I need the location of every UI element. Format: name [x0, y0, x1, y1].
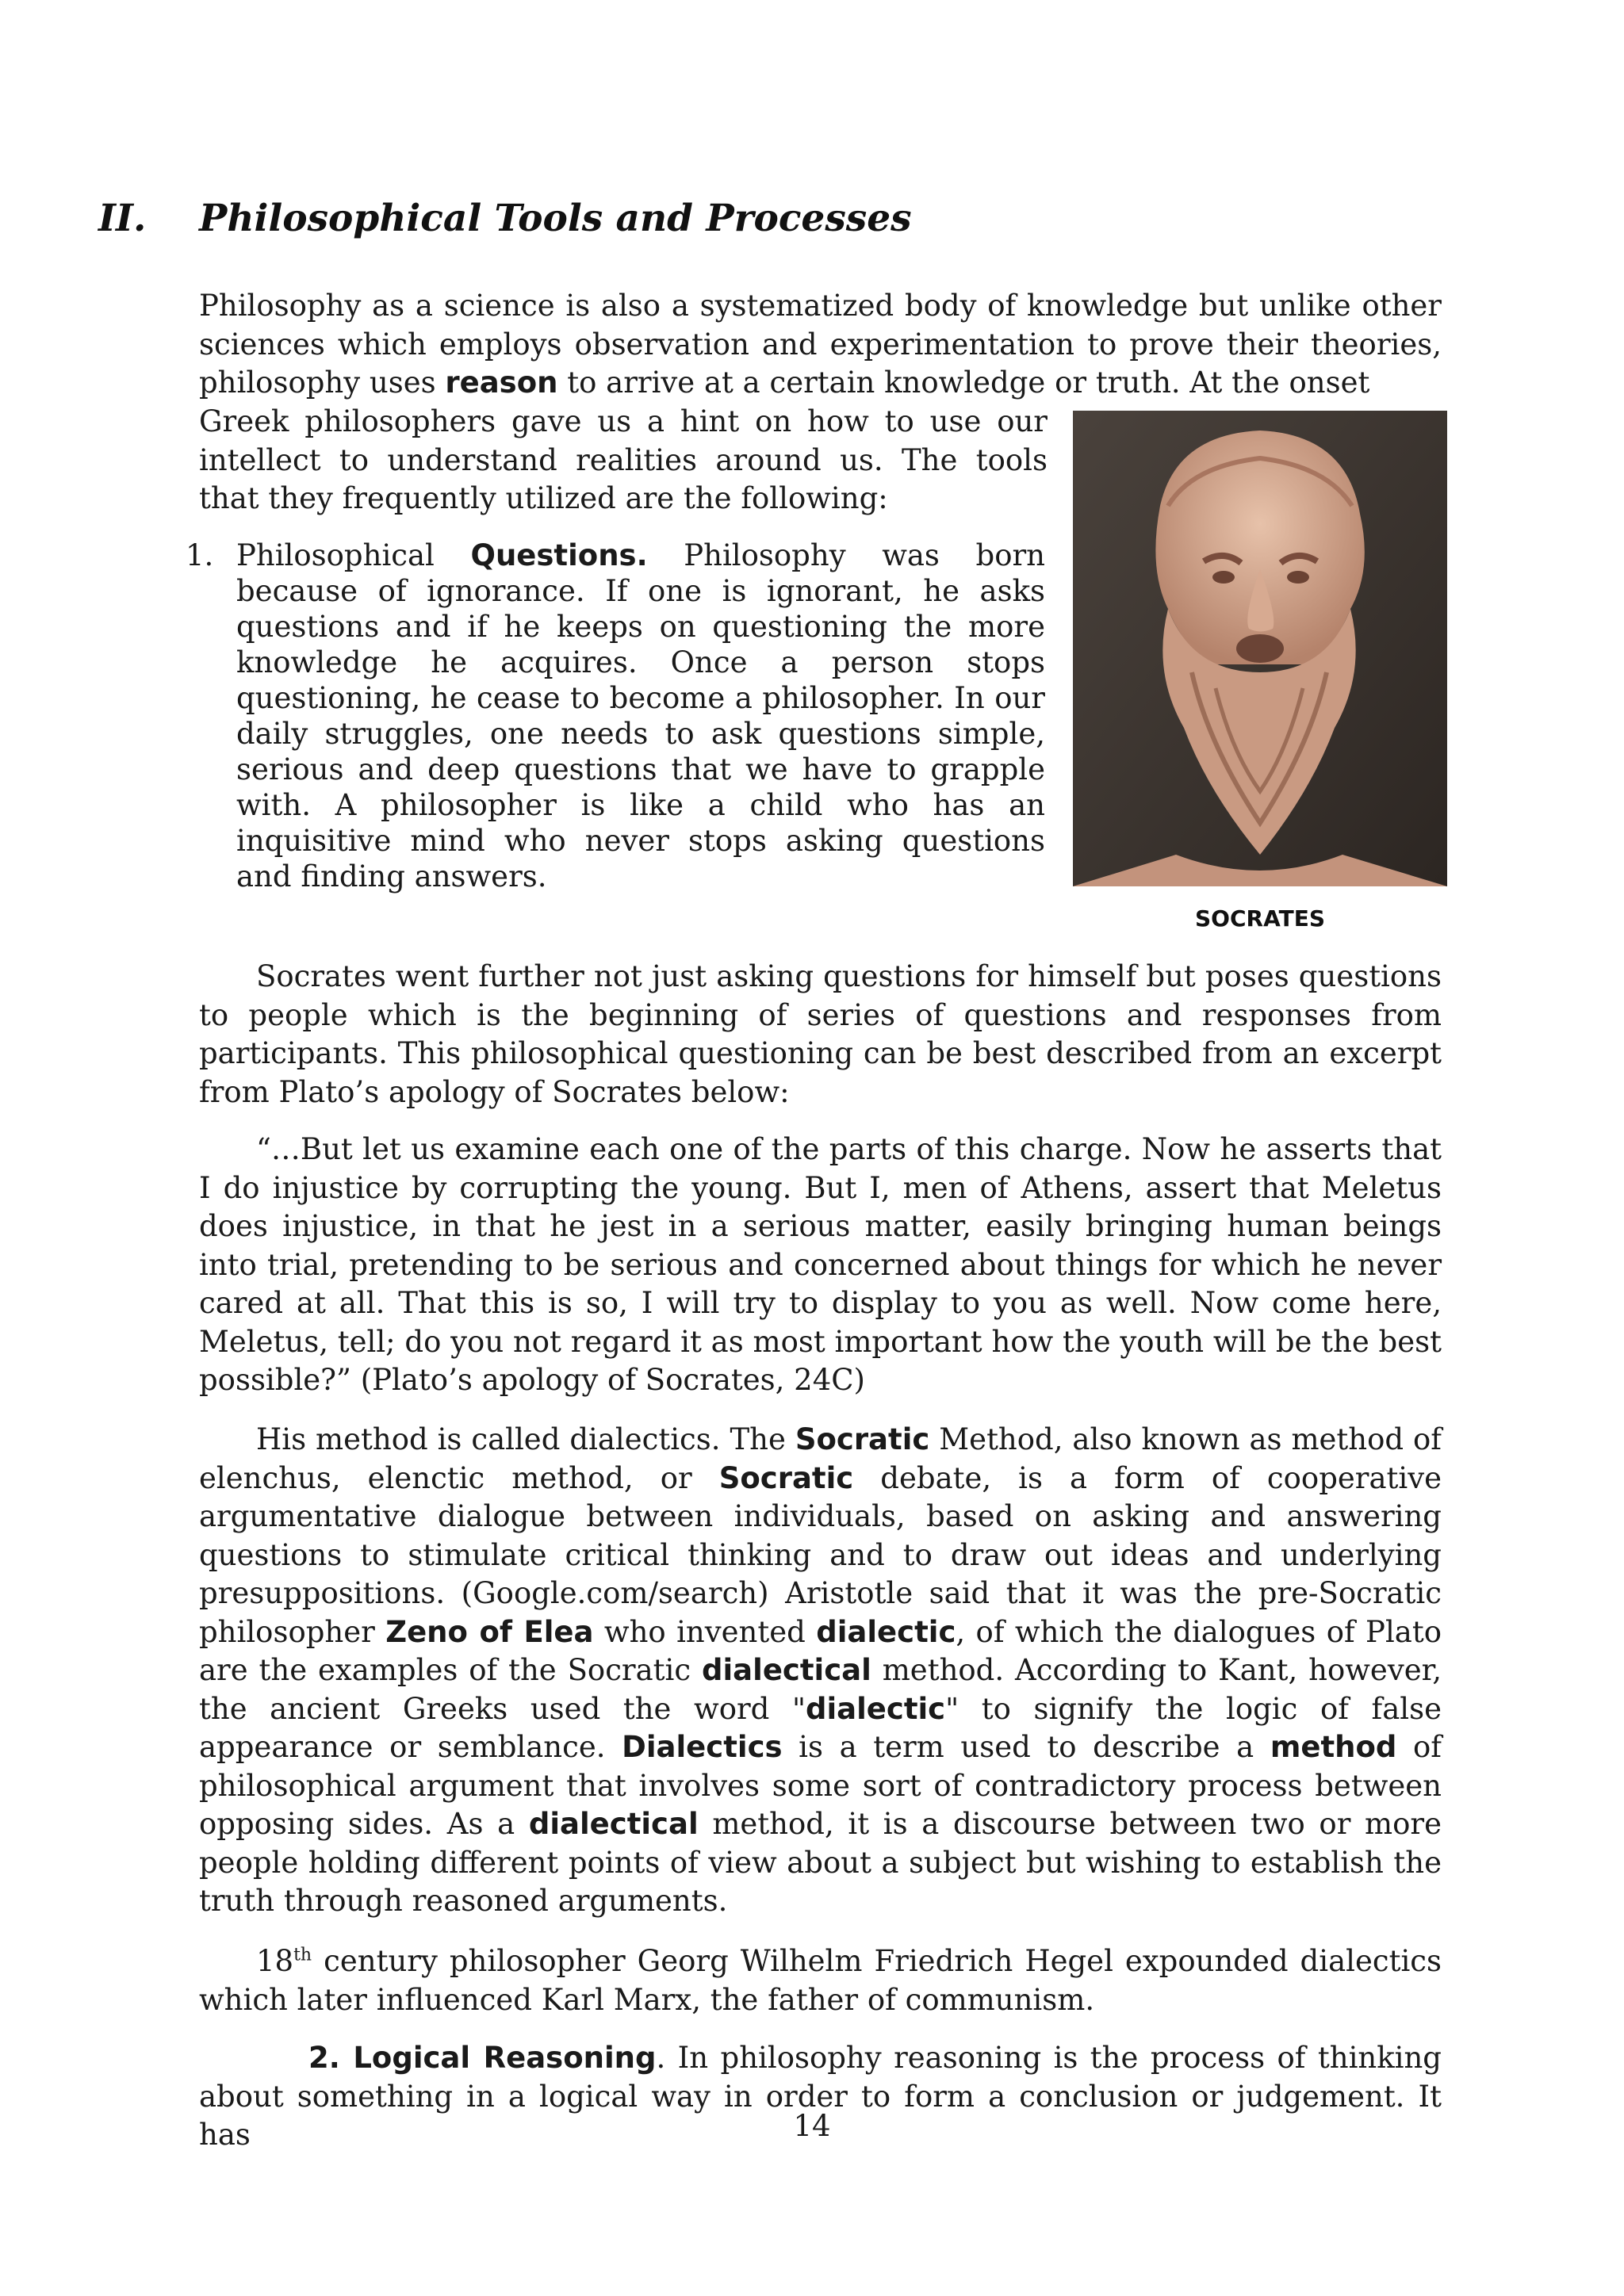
- dialectics-bold: Zeno of Elea: [385, 1614, 594, 1649]
- dialectics-text: Method, also known as method of elenchus, elenctic method, or: [199, 1422, 1442, 1495]
- intro-bold-reason: reason: [445, 365, 558, 400]
- intro-paragraph: [199, 287, 1442, 403]
- dialectics-bold: dialectic: [816, 1614, 956, 1649]
- intro-text-b: to arrive at a certain knowledge or truth. At the onset: [567, 365, 1370, 400]
- dialectics-bold: dialectic: [805, 1691, 946, 1726]
- figure-caption: SOCRATES: [1195, 905, 1325, 932]
- dialectics-text: His method is called dialectics. The: [256, 1422, 786, 1456]
- dialectics-bold: dialectical: [702, 1653, 871, 1687]
- dialectics-bold: Socratic: [795, 1422, 930, 1456]
- list-item-1: [186, 538, 1045, 894]
- socrates-paragraph: Socrates went further not just asking questions for himself but poses questions to people which is the beginning of series of questions and responses from participants. This philosophical questioning can be best described from an excerpt from Plato’s apology of Socrates below:: [199, 959, 1442, 1109]
- socrates-bust-photo: [1073, 411, 1447, 886]
- intro-text-c: Greek philosophers gave us a hint on how to use our intellect to understand realities around us. The tools that they frequently utilized are the following:: [199, 404, 1048, 515]
- hegel-ordinal: th: [293, 1945, 312, 1965]
- list-marker: 1.: [186, 538, 214, 572]
- dialectics-text: " to signify the logic of false appearance or semblance.: [199, 1691, 1442, 1764]
- hegel-text: century philosopher Georg Wilhelm Friedrich Hegel expounded dialectics which later influenced Karl Marx, the father of communism.: [199, 1944, 1442, 2017]
- item2-text: . In philosophy reasoning is the process of thinking about something in a logical way in order to form a conclusion or judgement. It has: [199, 2041, 1442, 2152]
- dialectics-bold: Socratic: [718, 1460, 854, 1495]
- dialectics-text: method. According to Kant, however, the ancient Greeks used the word ": [199, 1653, 1442, 1726]
- hegel-century: 18: [256, 1944, 294, 1978]
- page-number: 14: [793, 2109, 831, 2143]
- apology-quote: “…But let us examine each one of the parts of this charge. Now he asserts that I do injustice by corrupting the young. But I, men of Athens, assert that Meletus does injustice, in that he jest in a serious matter, easily bringing human beings into trial, pretending to be serious and concerned about things for which he never cared at all. That this is so, I will try to display to you as well. Now come here, Meletus, tell; do you not regard it as most important how the youth will be the best possible?” (Plato’s apology of Socrates, 24C): [199, 1132, 1442, 1397]
- list-item-body: [236, 538, 1045, 894]
- section-number: II.: [98, 197, 147, 240]
- dialectics-text: debate, is a form of cooperative argumentative dialogue between individuals, based on asking and answering questions to stimulate critical thinking and to draw out ideas and underlying presuppositions. (Google.com/search) Aristotle said that it was the pre-Socratic philosopher: [199, 1460, 1442, 1649]
- item1-bold-questions: Questions.: [470, 538, 648, 572]
- dialectics-bold: dialectical: [528, 1807, 699, 1841]
- section-title: Philosophical Tools and Processes: [199, 197, 912, 240]
- intro-text-a: Philosophy as a science is also a systematized body of knowledge but unlike other sciences which employs observation and experimentation to prove their theories, philosophy uses: [199, 289, 1442, 400]
- dialectics-text: , of which the dialogues of Plato are the examples of the Socratic: [199, 1614, 1442, 1687]
- intro-paragraph-continued: [199, 403, 1048, 519]
- item1-lead: Philosophical: [236, 538, 435, 572]
- hegel-paragraph: [199, 1942, 1442, 2019]
- item2-bold-label: 2. Logical Reasoning: [308, 2041, 657, 2075]
- dialectics-text: who invented: [603, 1614, 806, 1649]
- dialectics-text: of philosophical argument that involves some sort of contradictory process between opposing sides. As a: [199, 1730, 1442, 1841]
- dialectics-text: is a term used to describe a: [799, 1730, 1254, 1764]
- dialectics-text: method, it is a discourse between two or more people holding different points of view about a subject but wishing to establish the truth through reasoned arguments.: [199, 1807, 1442, 1918]
- dialectics-paragraph: [199, 1421, 1442, 1921]
- item1-text: Philosophy was born because of ignorance. If one is ignorant, he asks questions and if he keeps on questioning the more knowledge he acquires. Once a person stops questioning, he cease to become a philosopher. In our daily struggles, one needs to ask questions simple, serious and deep questions that we have to grapple with. A philosopher is like a child who has an inquisitive mind who never stops asking questions and finding answers.: [236, 538, 1045, 894]
- section-heading: [98, 197, 1446, 240]
- dialectics-bold: method: [1270, 1730, 1397, 1764]
- dialectics-bold: Dialectics: [622, 1730, 783, 1764]
